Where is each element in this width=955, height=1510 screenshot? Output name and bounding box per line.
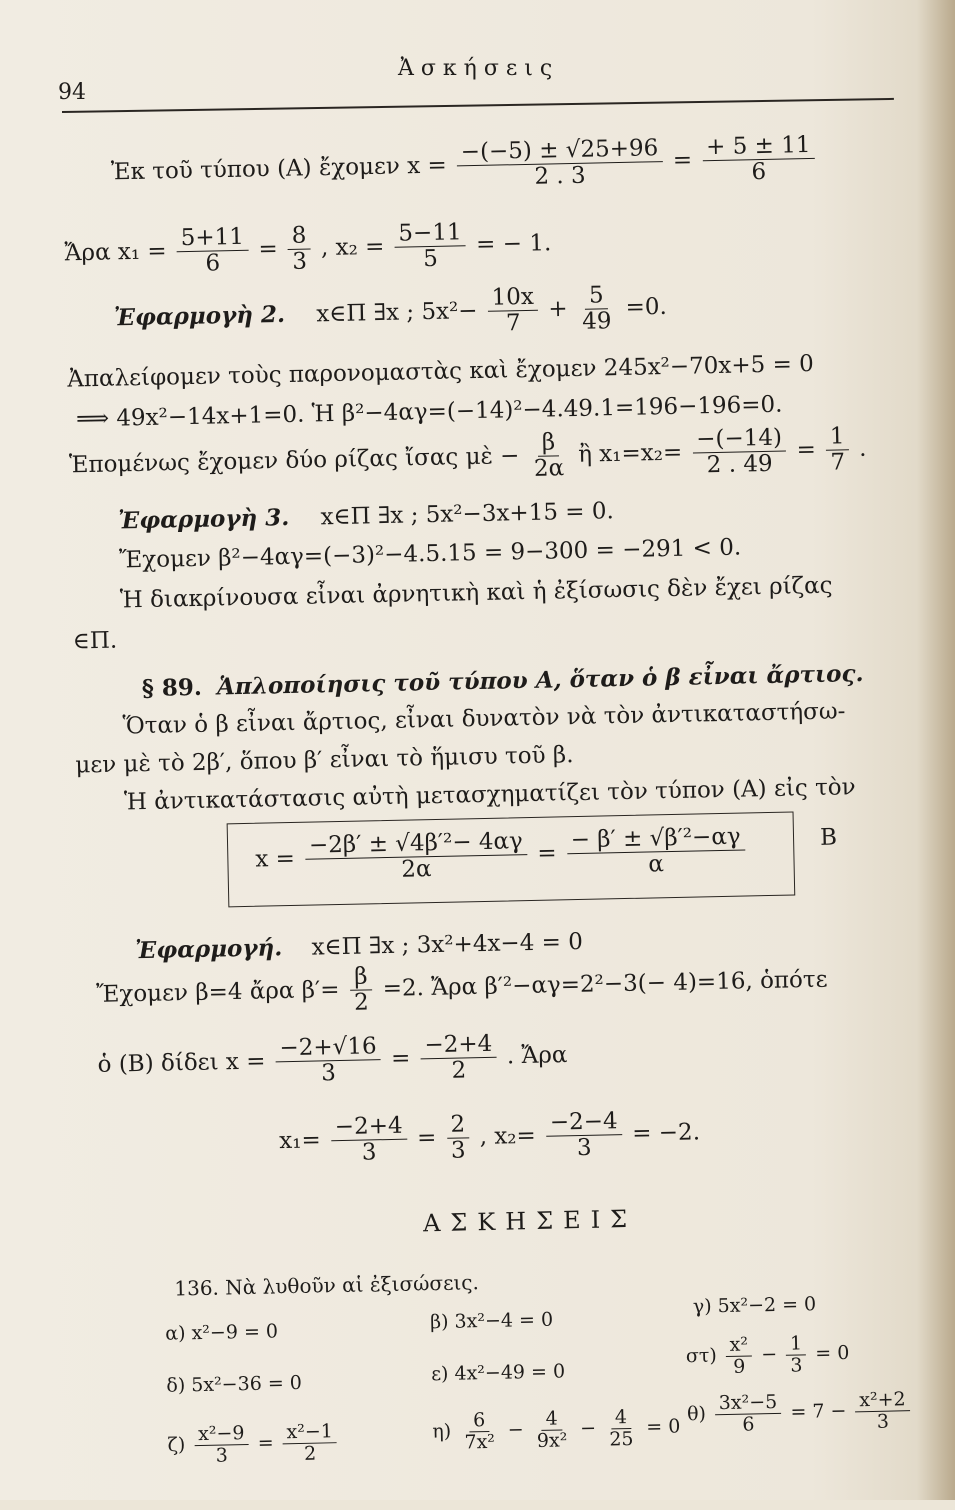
plus: +	[548, 295, 568, 323]
fraction	[546, 1109, 623, 1162]
text-line-5: ⟹ 49x²−14x+1=0. Ἡ β²−4αγ=(−14)²−4.49.1=196−196=0.	[75, 391, 783, 433]
denominator: 25	[609, 1427, 634, 1451]
exercise-h	[432, 1406, 681, 1454]
denominator: 6	[751, 159, 767, 186]
denominator: 2	[451, 1057, 467, 1084]
denominator: 9x²	[536, 1429, 568, 1452]
label: θ)	[686, 1402, 707, 1426]
text: x∈Π ∃x ; 3x²+4x−4 = 0	[311, 928, 584, 961]
text-line-13: μεν μὲ τὸ 2β′, ὅπου β′ εἶναι τὸ ἥμισυ τοῦ β.	[75, 742, 574, 779]
numerator: 4	[541, 1408, 562, 1430]
fraction	[529, 430, 568, 482]
equals: =	[537, 840, 557, 867]
denominator: 2	[303, 1442, 317, 1465]
numerator: 8	[288, 223, 311, 250]
text-line-10: ∈Π.	[72, 627, 118, 655]
formula-line-16	[96, 955, 828, 1022]
denominator: 3	[292, 248, 308, 276]
text: .	[858, 435, 867, 462]
text: x∈Π ∃x ; 5x²−3x+15 = 0.	[320, 498, 615, 531]
boxed-formula	[255, 824, 749, 886]
fraction	[194, 1423, 249, 1467]
fraction	[487, 285, 538, 338]
fraction	[725, 1334, 752, 1377]
text-line-9: Ἡ διακρίνουσα εἶναι ἀρνητικὴ καὶ ἡ ἐξίσωσις δὲν ἔχει ρίζας	[119, 572, 833, 614]
equals: =	[672, 147, 693, 174]
formula-line-2	[64, 218, 552, 280]
exercise-e: ε) 4x²−49 = 0	[430, 1360, 566, 1386]
text: . Ἄρα	[506, 1042, 568, 1070]
text: = 0	[646, 1415, 681, 1439]
equals: =	[257, 1431, 274, 1455]
formula-label: Β	[819, 824, 838, 851]
text: =2. Ἄρα β′²−αγ=2²−3(− 4)=16, ὁπότε	[382, 966, 828, 1002]
fraction	[457, 136, 664, 192]
fraction	[394, 220, 466, 273]
fraction	[275, 1034, 381, 1088]
text: ἢ x₁=x₂=	[577, 439, 683, 468]
text: x₁=	[279, 1127, 322, 1155]
label: ζ)	[167, 1433, 186, 1457]
denominator: 7x²	[464, 1430, 496, 1454]
denominator: 3	[790, 1354, 803, 1377]
text: = −2.	[631, 1119, 701, 1147]
minus: −	[760, 1343, 778, 1366]
denominator: 2	[353, 989, 369, 1017]
denominator: 3	[361, 1139, 377, 1166]
fraction	[288, 223, 312, 275]
text-line-12: Ὅταν ὁ β εἶναι ἄρτιος, εἶναι δυνατὸν νὰ τὸν ἀντικαταστήσω-	[122, 698, 846, 740]
formula-line-6	[69, 424, 867, 492]
section-title: Ἁπλοποίησις τοῦ τύπου Α, ὅταν ὁ β εἶναι ἄρτιος.	[216, 659, 864, 701]
text: Ἄρα x₁ =	[64, 238, 167, 267]
text: = 7 −	[790, 1399, 847, 1424]
fraction	[605, 1407, 638, 1450]
exercise-z	[167, 1421, 340, 1467]
denominator: 2 . 3	[534, 162, 586, 191]
numerator: −2+4	[420, 1032, 496, 1060]
denominator: 6	[742, 1413, 755, 1436]
text-line-4: Ἀπαλείφομεν τοὺς παρονομαστὰς καὶ ἔχομεν 245x²−70x+5 = 0	[67, 350, 815, 393]
denominator: 6	[205, 250, 221, 277]
fraction	[577, 283, 615, 335]
text: x∈Π ∃x ; 5x²−	[316, 297, 478, 328]
numerator: −2+4	[331, 1114, 407, 1142]
fraction	[176, 225, 248, 278]
denominator: 3	[215, 1444, 229, 1467]
exercise-a: α) x²−9 = 0	[165, 1320, 279, 1345]
formula-line-1	[110, 133, 818, 199]
equals: =	[390, 1045, 411, 1072]
numerator: − β′ ± √β′²−αγ	[566, 825, 744, 855]
numerator: 1	[786, 1333, 807, 1355]
equals: =	[416, 1124, 437, 1152]
numerator: 5	[585, 283, 608, 310]
denominator: 2α	[401, 856, 432, 884]
section-heading	[141, 660, 863, 704]
fraction	[446, 1112, 470, 1164]
fraction	[282, 1421, 337, 1465]
text: =0.	[625, 293, 668, 321]
numerator: −(−14)	[692, 426, 786, 454]
denominator: α	[648, 851, 665, 878]
numerator: x²	[725, 1334, 752, 1356]
numerator: 10x	[487, 285, 538, 312]
text: = − 1.	[475, 230, 552, 258]
numerator: −2−4	[546, 1109, 622, 1137]
fraction	[702, 133, 815, 187]
text: , x₂=	[479, 1122, 537, 1150]
application-line	[135, 928, 583, 966]
running-title: Ἀσκήσεις	[398, 56, 560, 81]
denominator: 7	[830, 449, 846, 476]
fraction	[305, 829, 528, 885]
denominator: 5	[422, 246, 439, 273]
exercise-th	[687, 1389, 914, 1437]
denominator: 9	[732, 1355, 746, 1378]
denominator: 3	[320, 1060, 337, 1087]
application-3-label: Ἐφαρμογὴ 3.	[117, 503, 290, 535]
fraction	[349, 964, 373, 1016]
application-2-line	[114, 282, 668, 345]
numerator: 1	[826, 424, 849, 451]
denominator: 3	[450, 1137, 466, 1165]
text: , x₂ =	[320, 233, 385, 262]
exercise-b: β) 3x²−4 = 0	[429, 1308, 554, 1334]
exercises-heading: ΑΣΚΗΣΕΙΣ	[422, 1204, 638, 1238]
text: ὁ (Β) δίδει x =	[97, 1048, 266, 1078]
fraction	[715, 1392, 782, 1436]
label: η)	[432, 1420, 452, 1443]
numerator: −2+√16	[275, 1034, 381, 1062]
fraction	[532, 1408, 571, 1452]
numerator: −2β′ ± √4β′²− 4αγ	[305, 829, 527, 860]
denominator: 2α	[533, 455, 565, 483]
numerator: 6	[469, 1410, 490, 1432]
numerator: + 5 ± 11	[702, 133, 815, 162]
numerator: x²−1	[282, 1421, 337, 1444]
equals: =	[258, 235, 278, 263]
exercise-d: δ) 5x²−36 = 0	[166, 1371, 303, 1397]
text: Ἔχομεν β=4 ἄρα β′=	[95, 976, 340, 1008]
application-2-label: Ἐφαρμογὴ 2.	[113, 300, 286, 332]
fraction	[460, 1410, 499, 1454]
numerator: x²+2	[855, 1389, 910, 1412]
text: Ἐκ τοῦ τύπου (Α) ἔχομεν x =	[110, 152, 448, 186]
minus: −	[507, 1418, 524, 1441]
fraction	[826, 424, 850, 476]
numerator: 4	[611, 1407, 632, 1429]
label: στ)	[685, 1344, 718, 1368]
text-line-8: Ἔχομεν β²−4αγ=(−3)²−4.5.15 = 9−300 = −291 < 0.	[118, 534, 742, 574]
numerator: 3x²−5	[715, 1392, 782, 1415]
fraction	[786, 1333, 807, 1376]
fraction	[855, 1389, 910, 1433]
exercise-c: γ) 5x²−2 = 0	[692, 1293, 817, 1318]
exercise-st	[685, 1332, 849, 1378]
page-number: 94	[58, 80, 86, 105]
application-3-line	[118, 497, 614, 536]
exercise-intro: 136. Νὰ λυθοῦν αἱ ἐξισώσεις.	[174, 1270, 480, 1301]
section-number: § 89.	[141, 673, 203, 703]
fraction	[692, 426, 787, 480]
numerator: 5−11	[394, 220, 466, 248]
denominator: 7	[505, 310, 521, 337]
denominator: 3	[876, 1410, 890, 1433]
text-line-14: Ἡ ἀντικατάστασις αὐτὴ μετασχηματίζει τὸν τύπον (Α) εἰς τὸν	[123, 774, 856, 816]
equals: =	[796, 436, 817, 464]
numerator: β	[538, 430, 560, 457]
formula-line-17	[97, 1030, 568, 1091]
text: Ἑπομένως ἔχομεν δύο ρίζας ἴσας μὲ −	[68, 442, 520, 479]
fraction	[331, 1114, 408, 1167]
fraction	[420, 1032, 497, 1085]
numerator: −(−5) ± √25+96	[457, 136, 663, 167]
denominator: 49	[582, 308, 612, 336]
denominator: 3	[576, 1135, 592, 1162]
formula-line-18	[279, 1108, 701, 1168]
minus: −	[579, 1417, 597, 1440]
text: = 0	[815, 1341, 850, 1365]
application-label: Ἐφαρμογή.	[134, 934, 283, 965]
numerator: x²−9	[194, 1423, 249, 1446]
numerator: 2	[446, 1112, 469, 1139]
numerator: 5+11	[176, 225, 248, 253]
text: x =	[255, 845, 296, 873]
fraction	[566, 825, 745, 880]
denominator: 2 . 49	[706, 451, 773, 479]
numerator: β	[350, 964, 372, 991]
